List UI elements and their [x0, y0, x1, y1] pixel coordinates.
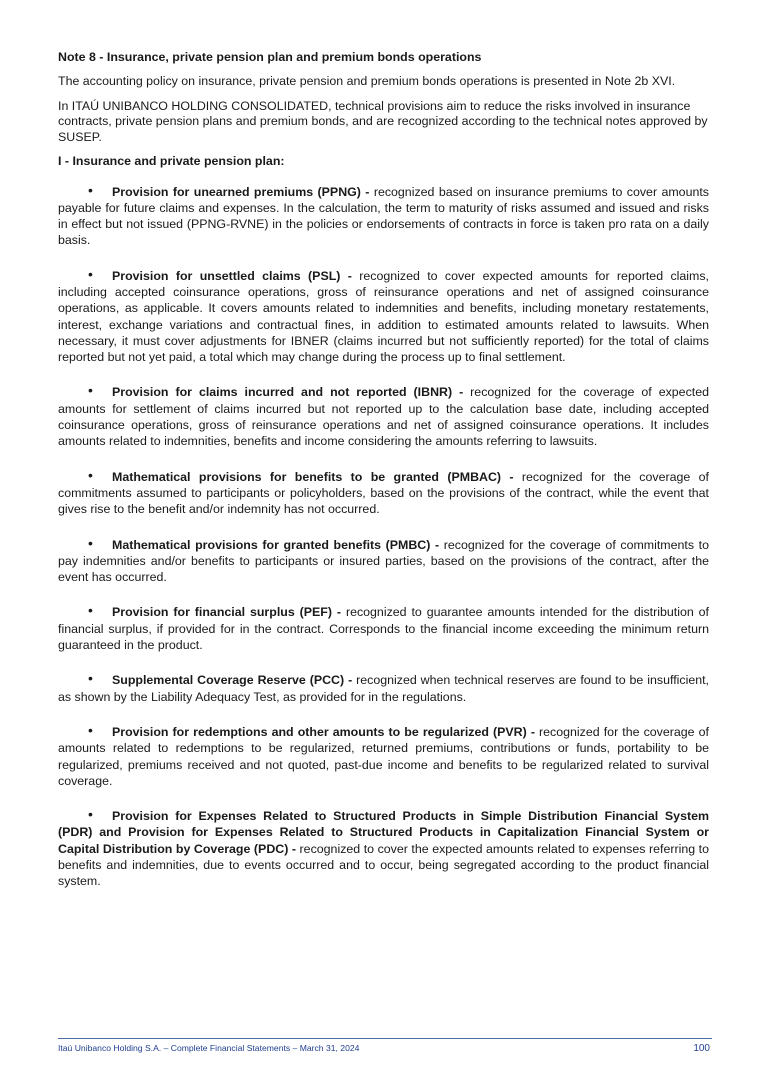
scope-paragraph: In ITAÚ UNIBANCO HOLDING CONSOLIDATED, technical provisions aim to reduce the risks involved in insurance contracts, private pension plans and premium bonds, and are recognized according to the technical notes approved by SUSEP.: [58, 98, 708, 144]
bullet-icon: •: [88, 721, 93, 738]
list-item: [58, 467, 709, 518]
provisions-list: [58, 182, 709, 890]
list-item: [58, 382, 709, 449]
item-term: Provision for unsettled claims (PSL) -: [112, 268, 352, 283]
item-term: Mathematical provisions for benefits to be granted (PMBAC) -: [112, 469, 514, 484]
item-term: Mathematical provisions for granted benefits (PMBC) -: [112, 537, 440, 552]
item-term: Provision for unearned premiums (PPNG) -: [112, 184, 370, 199]
item-text: recognized to cover the expected amounts related to expenses referring to benefits and indemnities, due to events occurred and to occur, being segregated according to the product financial system.: [58, 841, 709, 889]
item-term: Provision for claims incurred and not reported (IBNR) -: [112, 385, 464, 400]
list-item: [58, 806, 709, 889]
item-text: recognized for the coverage of commitments assumed to participants or policyholders, based on the provisions of the contract, while the event that gives rise to the benefit and/or indemnity has not occurred.: [58, 469, 709, 517]
item-text: recognized to guarantee amounts intended for the distribution of financial surplus, if provided for in the contract. Corresponds to the financial income exceeding the minimum return guaranteed in the product.: [58, 605, 709, 653]
bullet-icon: •: [88, 382, 93, 399]
item-text: recognized to cover expected amounts for reported claims, including accepted coinsurance operations, gross of reinsurance operations and net of assigned coinsurance operations, as applicable. It covers amounts related to indemnities and benefits, including monetary restatements, interest, exchange variations and contractual fines, in addition to estimated amounts related to lawsuits. When necessary, it must cover adjustments for IBNER (claims incurred but not sufficiently reported) for the total of claims reported but not yet paid, a total which may change during the process up to final settlement.: [58, 268, 709, 365]
bullet-icon: •: [88, 534, 93, 551]
bullet-icon: •: [88, 181, 93, 198]
item-text: recognized for the coverage of expected amounts for settlement of claims incurred but not reported up to the calculation base date, including accepted coinsurance operations, gross of reinsurance operations and net of assigned coinsurance operations. It includes amounts related to indemnities, benefits and income considering the amounts referring to lawsuits.: [58, 385, 709, 449]
item-term: Provision for Expenses Related to Structured Products in Simple Distribution Financial System (PDR) and Provision for Expenses Related to Structured Products in Capitalization Financial System or Capital Distribution by Coverage (PDC) -: [58, 809, 709, 856]
list-item: [58, 266, 709, 366]
item-text: recognized based on insurance premiums to cover amounts payable for future claims and expenses. In the calculation, the term to maturity of risks assumed and issued and risks in effect but not issued (PPNG-RVNE) in the policies or endorsements of contracts in force is taken pro rata on a daily basis.: [58, 184, 709, 248]
list-item: [58, 182, 709, 249]
footer-document-title: Itaú Unibanco Holding S.A. – Complete Financial Statements – March 31, 2024: [58, 1043, 360, 1053]
bullet-icon: •: [88, 466, 93, 483]
list-item: [58, 602, 709, 653]
item-text: recognized when technical reserves are found to be insufficient, as shown by the Liability Adequacy Test, as provided for in the regulations.: [58, 673, 709, 704]
note-title: Note 8 - Insurance, private pension plan and premium bonds operations: [58, 50, 482, 64]
item-text: recognized for the coverage of amounts related to redemptions to be regularized, returned premiums, contributions or funds, portability to be regularized, premiums received and not quoted, past-due income and benefits to be regularized related to survival coverage.: [58, 724, 709, 788]
list-item: [58, 722, 709, 789]
list-item: [58, 670, 709, 705]
section-title: I - Insurance and private pension plan:: [58, 154, 285, 168]
bullet-icon: •: [88, 806, 93, 823]
item-term: Provision for redemptions and other amounts to be regularized (PVR) -: [112, 724, 535, 739]
bullet-icon: •: [88, 265, 93, 282]
item-term: Supplemental Coverage Reserve (PCC) -: [112, 673, 353, 688]
page-number: 100: [693, 1043, 710, 1054]
footer-divider: [58, 1038, 712, 1039]
item-text: recognized for the coverage of commitments to pay indemnities and/or benefits to participants or insured parties, based on the provisions of the contract, after the event has occurred.: [58, 537, 709, 585]
list-item: [58, 535, 709, 586]
intro-paragraph: The accounting policy on insurance, private pension and premium bonds operations is presented in Note 2b XVI.: [58, 74, 676, 88]
item-term: Provision for financial surplus (PEF) -: [112, 605, 342, 620]
document-body: [58, 49, 709, 907]
bullet-icon: •: [88, 670, 93, 687]
bullet-icon: •: [88, 602, 93, 619]
